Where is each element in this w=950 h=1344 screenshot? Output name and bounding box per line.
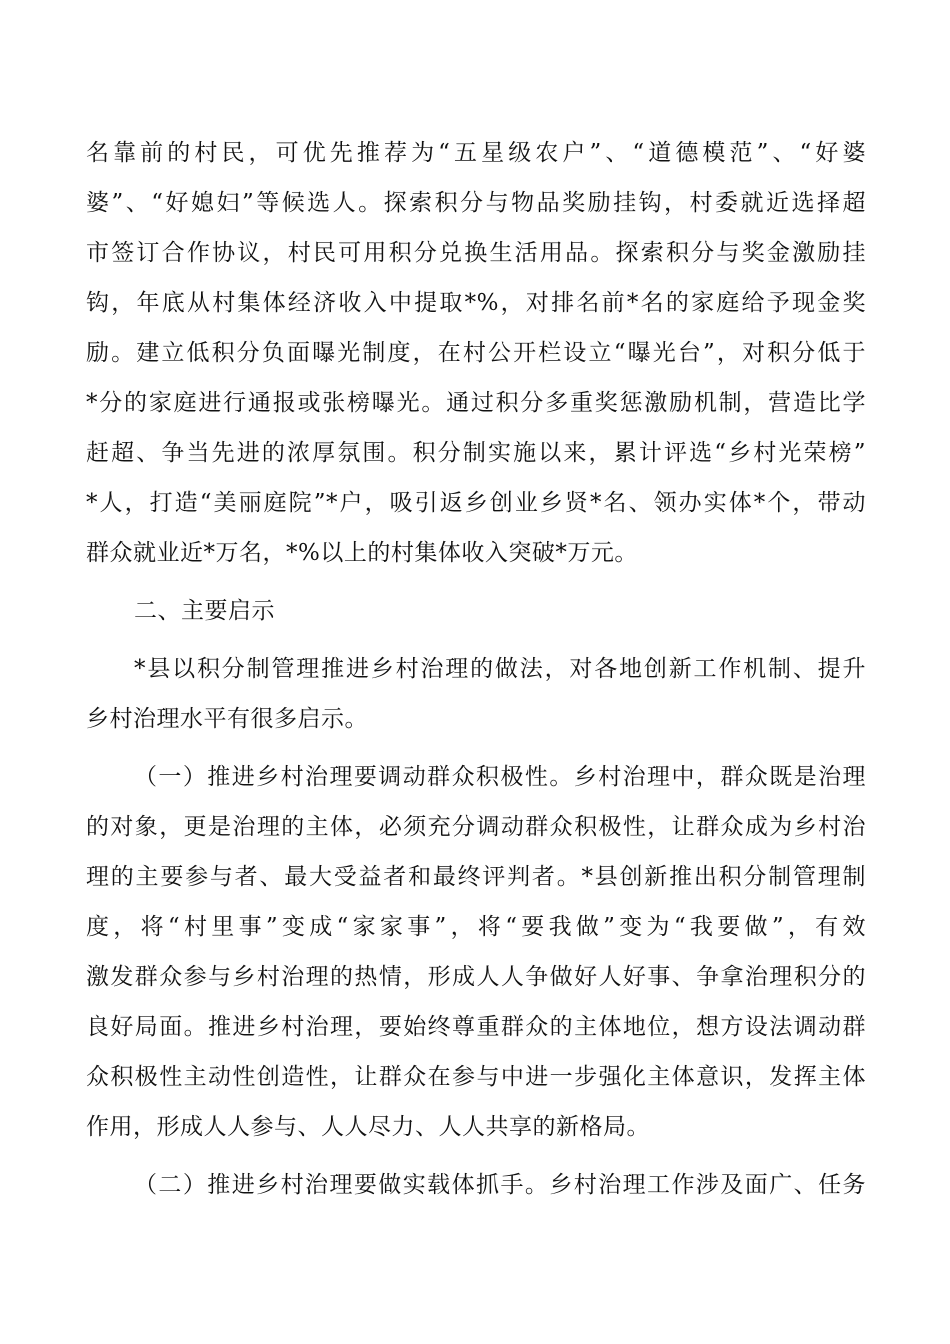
- paragraph-spacer: [86, 744, 866, 752]
- text-line: 的对象，更是治理的主体，必须充分调动群众积极性，让群众成为乡村治: [86, 814, 866, 840]
- text-line: 群众就业近*万名，*%以上的村集体收入突破*万元。: [86, 540, 638, 566]
- paragraph-spacer: [86, 1152, 866, 1160]
- paragraph-intro: [86, 644, 866, 744]
- text-line: 钩，年底从村集体经济收入中提取*%，对排名前*名的家庭给予现金奖: [86, 290, 866, 316]
- text-line: 度，将“村里事”变成“家家事”，将“要我做”变为“我要做”，有效: [86, 914, 866, 940]
- text-line: （二）推进乡村治理要做实载体抓手。乡村治理工作涉及面广、任务: [134, 1172, 866, 1198]
- text-line: 作用，形成人人参与、人人尽力、人人共享的新格局。: [86, 1114, 650, 1140]
- text-line: 激发群众参与乡村治理的热情，形成人人争做好人好事、争拿治理积分的: [86, 964, 866, 990]
- paragraph-spacer: [86, 636, 866, 644]
- paragraph-point-one: [86, 752, 866, 1152]
- text-line: *县以积分制管理推进乡村治理的做法，对各地创新工作机制、提升: [134, 656, 866, 682]
- text-line: 赶超、争当先进的浓厚氛围。积分制实施以来，累计评选“乡村光荣榜”: [86, 440, 866, 466]
- text-line: 励。建立低积分负面曝光制度，在村公开栏设立“曝光台”，对积分低于: [86, 340, 866, 366]
- paragraph-continuation: [86, 128, 866, 578]
- text-line: 名靠前的村民，可优先推荐为“五星级农户”、“道德模范”、“好婆: [86, 140, 866, 166]
- text-line: 良好局面。推进乡村治理，要始终尊重群众的主体地位，想方设法调动群: [86, 1014, 866, 1040]
- text-line: （一）推进乡村治理要调动群众积极性。乡村治理中，群众既是治理: [134, 764, 866, 790]
- paragraph-spacer: [86, 578, 866, 586]
- document-body: [86, 128, 866, 1210]
- text-line: *人，打造“美丽庭院”*户，吸引返乡创业乡贤*名、领办实体*个，带动: [86, 490, 866, 516]
- text-line: 乡村治理水平有很多启示。: [86, 706, 368, 732]
- section-heading: [86, 586, 866, 636]
- text-line: *分的家庭进行通报或张榜曝光。通过积分多重奖惩激励机制，营造比学: [86, 390, 866, 416]
- paragraph-point-two: [86, 1160, 866, 1210]
- text-line: 众积极性主动性创造性，让群众在参与中进一步强化主体意识，发挥主体: [86, 1064, 866, 1090]
- text-line: 婆”、“好媳妇”等候选人。探索积分与物品奖励挂钩，村委就近选择超: [86, 190, 866, 216]
- section-heading-text: 二、主要启示: [134, 598, 275, 624]
- text-line: 市签订合作协议，村民可用积分兑换生活用品。探索积分与奖金激励挂: [86, 240, 866, 266]
- text-line: 理的主要参与者、最大受益者和最终评判者。*县创新推出积分制管理制: [86, 864, 866, 890]
